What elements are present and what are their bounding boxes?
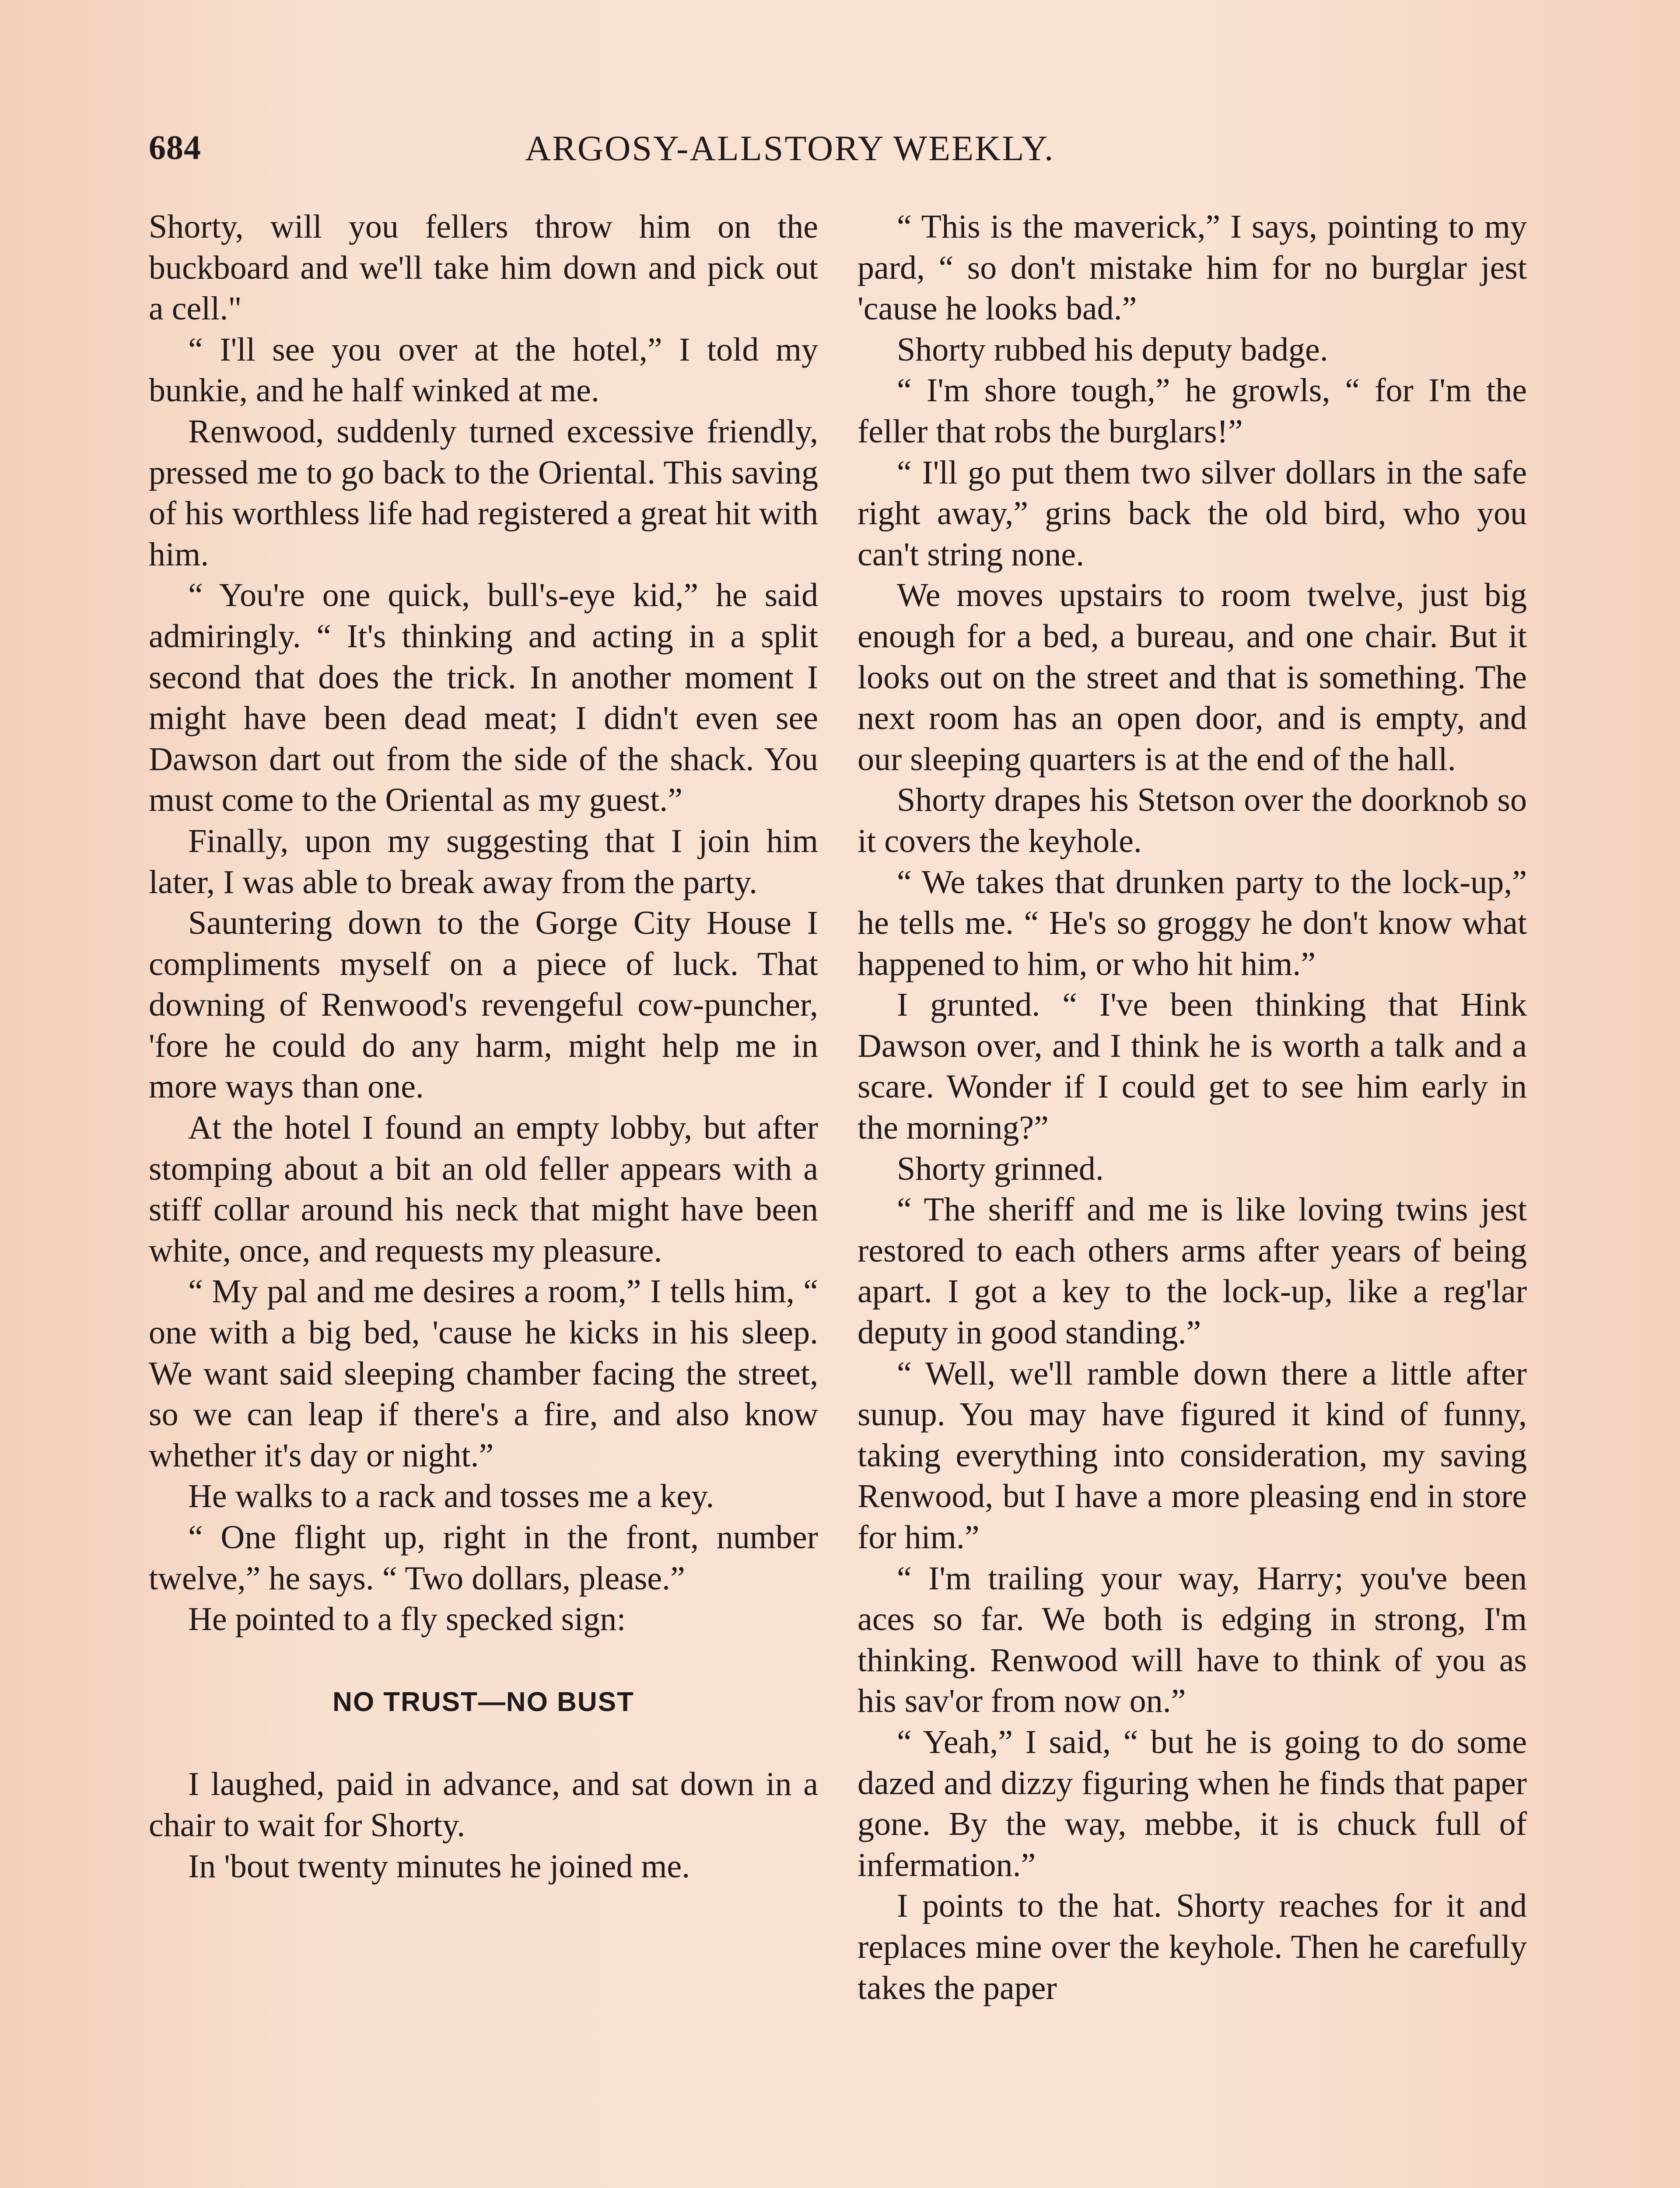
paragraph: “ The sheriff and me is like loving twins jest restored to each others arms after years of being apart. I got a key to the lock-up, like a reg'lar deputy in good standing.” (858, 1191, 1527, 1351)
paragraph: Shorty, will you fellers throw him on the buckboard and we'll take him down and pick out a cell." (149, 208, 818, 327)
paragraph: Shorty rubbed his deputy badge. (897, 331, 1328, 368)
paragraph: He walks to a rack and tosses me a key. (188, 1478, 714, 1515)
paragraph: Shorty grinned. (897, 1150, 1104, 1187)
paragraph: “ I'm trailing your way, Harry; you've been aces so far. We both is edging in strong, I'm thinking. Renwood will have to think of you as his sav'or from now on.” (858, 1560, 1527, 1720)
paragraph: “ My pal and me desires a room,” I tells him, “ one with a big bed, 'cause he kicks in his sleep. We want said sleeping chamber facing the street, so we can leap if there's a fire, and also know whether it's day or night.” (149, 1273, 818, 1474)
page-header (149, 128, 1531, 180)
paragraph: At the hotel I found an empty lobby, but after stomping about a bit an old feller appears with a stiff collar around his neck that might have been white, once, and requests my pleasure. (149, 1109, 818, 1269)
paragraph: We moves upstairs to room twelve, just big enough for a bed, a bureau, and one chair. But it looks out on the street and that is something. The next room has an open door, and is empty, and our sleeping quarters is at the end of the hall. (858, 577, 1527, 778)
paragraph: “ We takes that drunken party to the lock-up,” he tells me. “ He's so groggy he don't know what happened to him, or who hit him.” (858, 863, 1527, 982)
paragraph: “ Well, we'll ramble down there a little after sunup. You may have figured it kind of funny, taking everything into consideration, my saving Renwood, but I have a more pleasing end in store for him.” (858, 1355, 1527, 1556)
left-column (149, 207, 818, 1887)
paragraph: “ One flight up, right in the front, number twelve,” he says. “ Two dollars, please.” (149, 1519, 818, 1597)
paragraph: “ This is the maverick,” I says, pointing to my pard, “ so don't mistake him for no burglar jest 'cause he looks bad.” (858, 208, 1527, 327)
paragraph: “ I'm shore tough,” he growls, “ for I'm the feller that robs the burglars!” (858, 372, 1527, 450)
paragraph: “ I'll see you over at the hotel,” I told my bunkie, and he half winked at me. (149, 331, 818, 409)
paragraph: In 'bout twenty minutes he joined me. (188, 1848, 690, 1885)
paragraph: Shorty drapes his Stetson over the doorknob so it covers the keyhole. (858, 782, 1527, 859)
paragraph: I laughed, paid in advance, and sat down in a chair to wait for Shorty. (149, 1766, 818, 1844)
paragraph: Sauntering down to the Gorge City House I compliments myself on a piece of luck. That downing of Renwood's revengeful cow-puncher, 'fore he could do any harm, might help me in more ways than one. (149, 905, 818, 1105)
paragraph: I grunted. “ I've been thinking that Hink Dawson over, and I think he is worth a talk and a scare. Wonder if I could get to see him early in the morning?” (858, 986, 1527, 1147)
page-number: 684 (149, 128, 201, 166)
paragraph: “ Yeah,” I said, “ but he is going to do some dazed and dizzy figuring when he finds that paper gone. By the way, mebbe, it is chuck full of infermation.” (858, 1723, 1527, 1883)
paragraph: I points to the hat. Shorty reaches for it and replaces mine over the keyhole. Then he carefully takes the paper (858, 1887, 1527, 2006)
paragraph: “ You're one quick, bull's-eye kid,” he said admiringly. “ It's thinking and acting in a split second that does the trick. In another moment I might have been dead meat; I didn't even see Dawson dart out from the side of the shack. You must come to the Oriental as my guest.” (149, 577, 818, 819)
right-column (858, 207, 1527, 2009)
sign-text: NO TRUST—NO BUST (332, 1687, 634, 1717)
paragraph: Renwood, suddenly turned excessive friendly, pressed me to go back to the Oriental. This saving of his worthless life had registered a great hit with him. (149, 413, 818, 573)
paragraph: He pointed to a fly specked sign: (188, 1601, 626, 1638)
running-title: ARGOSY-ALLSTORY WEEKLY. (525, 128, 1055, 168)
paragraph: Finally, upon my suggesting that I join him later, I was able to break away from the party. (149, 822, 818, 901)
paragraph: “ I'll go put them two silver dollars in the safe right away,” grins back the old bird, who you can't string none. (858, 454, 1527, 573)
